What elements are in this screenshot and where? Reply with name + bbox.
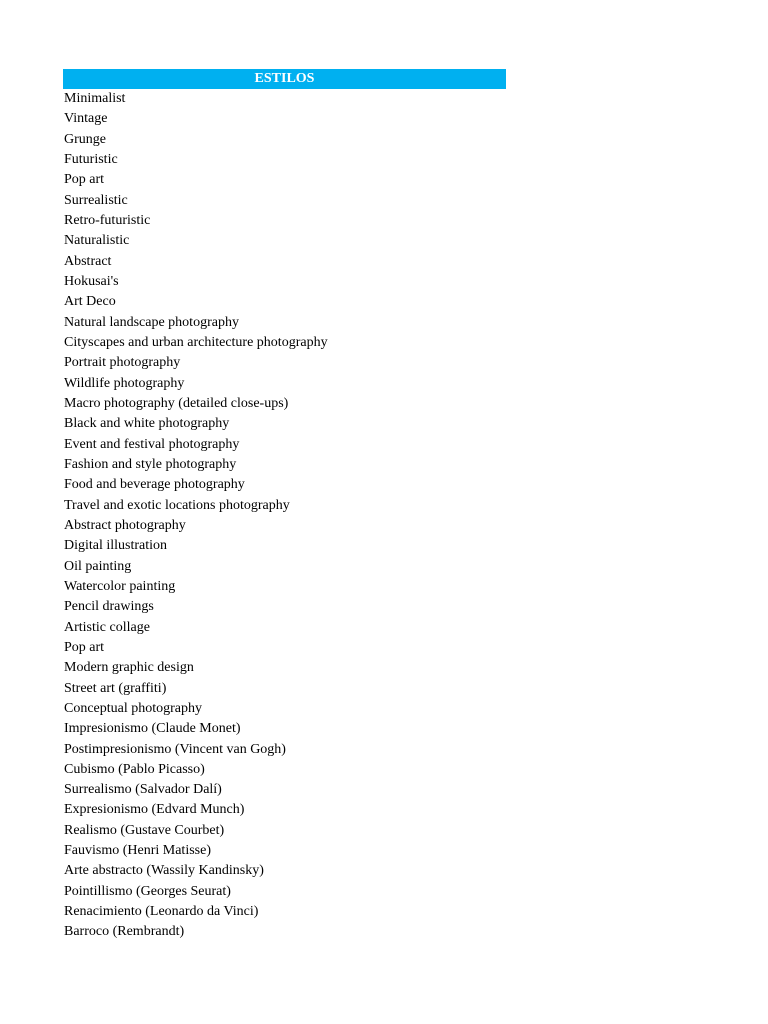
style-list-item: Modern graphic design — [64, 660, 194, 676]
style-list-item: Street art (graffiti) — [64, 680, 167, 696]
style-list-item: Pointillismo (Georges Seurat) — [64, 883, 231, 899]
style-list-item: Retro-futuristic — [64, 212, 151, 228]
style-list-item: Realismo (Gustave Courbet) — [64, 822, 225, 838]
style-list-item: Cubismo (Pablo Picasso) — [64, 761, 205, 777]
style-list-item: Portrait photography — [64, 355, 181, 371]
style-list-item: Surrealismo (Salvador Dalí) — [64, 782, 222, 798]
style-list-item: Minimalist — [64, 91, 126, 106]
style-list-item: Renacimiento (Leonardo da Vinci) — [64, 904, 259, 920]
style-list-item: Pop art — [64, 172, 105, 188]
style-list-item: Abstract — [64, 253, 112, 269]
style-list-item: Watercolor painting — [64, 578, 176, 594]
style-list-item: Pop art — [64, 639, 105, 655]
style-list-item: Travel and exotic locations photography — [64, 497, 290, 513]
style-list-item: Postimpresionismo (Vincent van Gogh) — [64, 741, 286, 757]
style-list-item: Art Deco — [64, 294, 116, 310]
style-list-item: Pencil drawings — [64, 599, 154, 615]
column-header: ESTILOS — [63, 69, 506, 89]
style-list-item: Oil painting — [64, 558, 132, 574]
style-list-item: Hokusai's — [64, 273, 119, 289]
style-list-item: Abstract photography — [64, 517, 186, 533]
style-list — [63, 89, 506, 943]
style-list-item: Surrealistic — [64, 192, 128, 208]
style-list-item: Barroco (Rembrandt) — [64, 924, 185, 940]
style-list-item: Macro photography (detailed close-ups) — [64, 395, 289, 411]
style-list-item: Expresionismo (Edvard Munch) — [64, 802, 245, 818]
style-list-item: Fauvismo (Henri Matisse) — [64, 843, 211, 859]
style-list-item: Digital illustration — [64, 538, 168, 554]
style-list-item: Fashion and style photography — [64, 456, 237, 472]
style-list-item: Black and white photography — [64, 416, 230, 432]
style-list-item: Wildlife photography — [64, 375, 185, 391]
styles-sheet — [63, 69, 506, 943]
style-list-item: Artistic collage — [64, 619, 150, 635]
style-list-item: Vintage — [64, 111, 108, 127]
style-list-item: Naturalistic — [64, 233, 130, 249]
style-list-item: Impresionismo (Claude Monet) — [64, 721, 241, 737]
style-list-item: Food and beverage photography — [64, 477, 245, 493]
style-list-item: Futuristic — [64, 151, 118, 167]
style-list-item: Grunge — [64, 131, 106, 147]
style-list-item: Event and festival photography — [64, 436, 240, 452]
style-list-item: Arte abstracto (Wassily Kandinsky) — [64, 863, 264, 879]
style-list-item: Cityscapes and urban architecture photography — [64, 334, 328, 350]
style-list-item: Conceptual photography — [64, 700, 203, 716]
style-list-item: Natural landscape photography — [64, 314, 239, 330]
